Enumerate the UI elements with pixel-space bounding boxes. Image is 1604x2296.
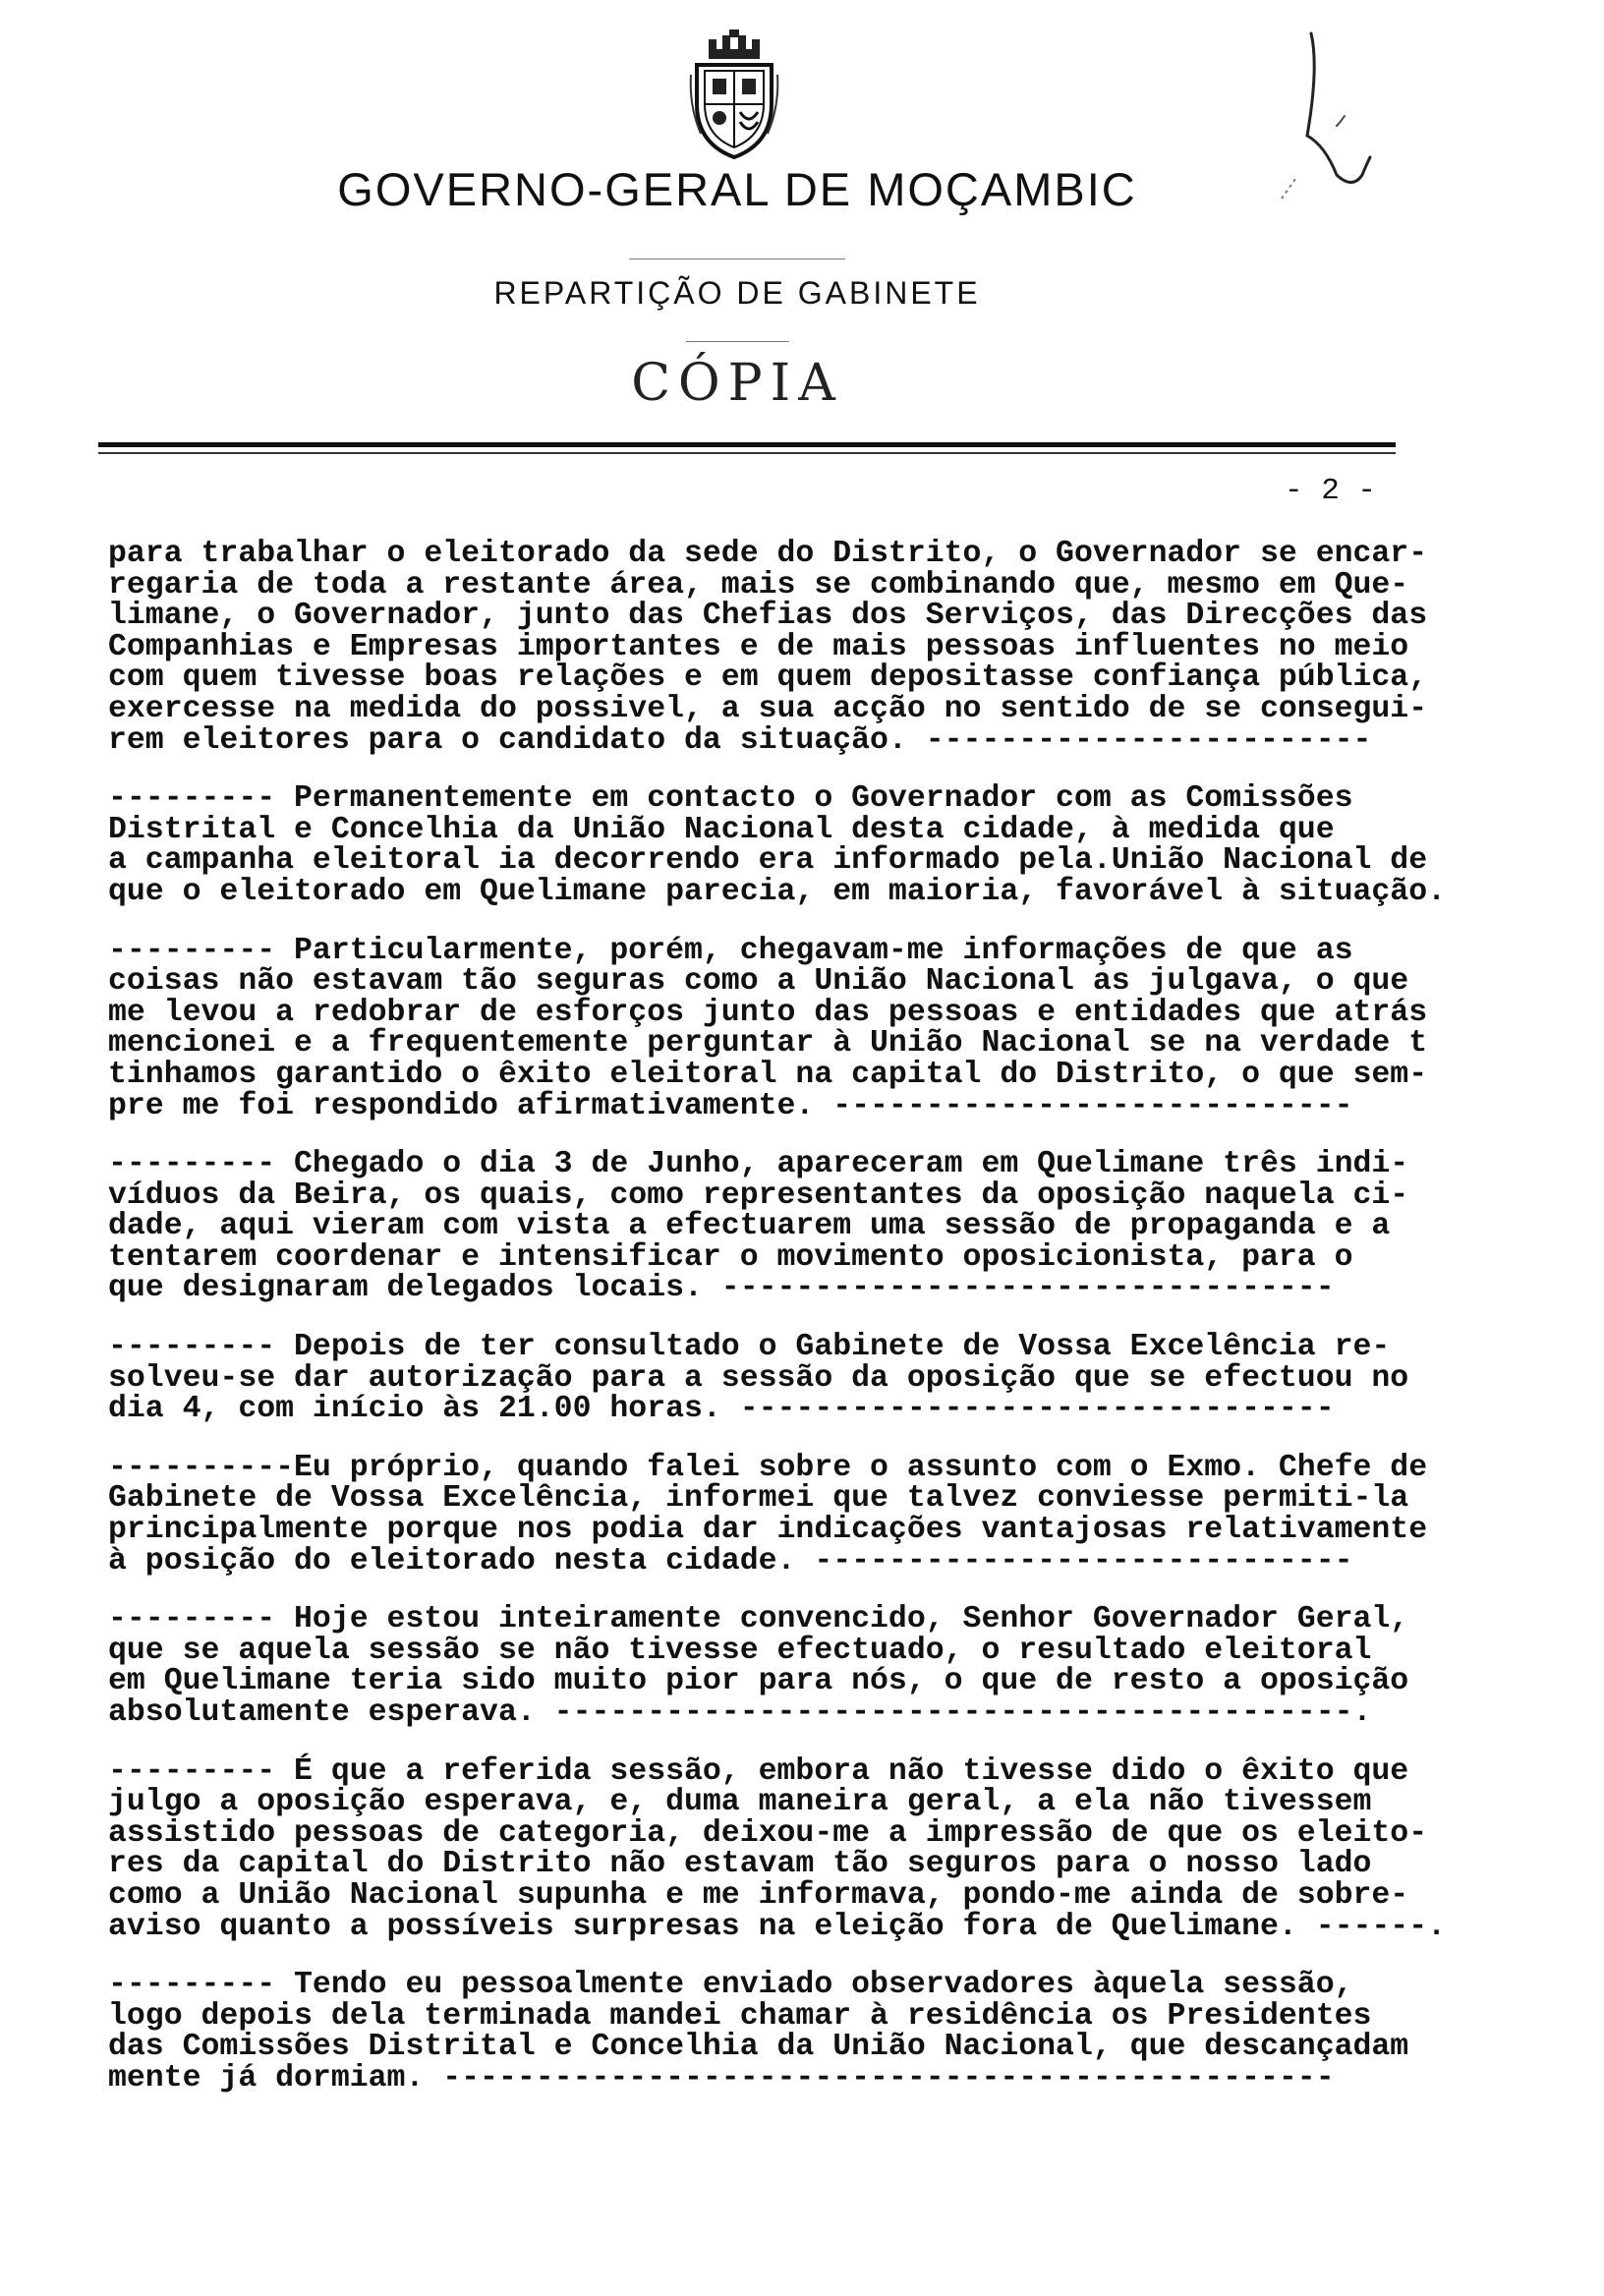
letter-body: [108, 539, 1504, 2122]
department-divider: [686, 341, 789, 342]
text-line: dade, aqui vieram com vista a efectuarem uma sessão de propaganda e a: [108, 1209, 1391, 1244]
page-number: - 2 -: [1284, 474, 1376, 508]
text-line: à posição do eleitorado nesta cidade. -----------------------------: [108, 1543, 1353, 1578]
text-line: Gabinete de Vossa Excelência, informei que talvez conviesse permiti-la: [108, 1481, 1409, 1517]
text-line: --------- É que a referida sessão, embora não tivesse dido o êxito que: [108, 1753, 1409, 1789]
text-line: assistido pessoas de categoria, deixou-me a impressão de que os eleito-: [108, 1815, 1428, 1851]
text-line: rem eleitores para o candidato da situação. ------------------------: [108, 722, 1372, 758]
text-line: tinhamos garantido o êxito eleitoral na capital do Distrito, o que sem-: [108, 1057, 1428, 1092]
paragraph: [108, 1149, 1504, 1304]
title-divider: [629, 258, 845, 259]
text-line: exercesse na medida do possivel, a sua acção no sentido de se consegui-: [108, 691, 1428, 726]
text-line: como a União Nacional supunha e me informava, pondo-me ainda de sobre-: [108, 1877, 1409, 1913]
organization-title: GOVERNO-GERAL DE MOÇAMBIC: [337, 163, 1137, 215]
copy-label: CÓPIA: [631, 354, 843, 413]
text-line: com quem tivesse boas relações e em quem depositasse confiança pública,: [108, 660, 1428, 696]
text-line: Companhias e Empresas importantes e de mais pessoas influentes no meio: [108, 629, 1409, 664]
text-line: regaria de toda a restante área, mais se combinando que, mesmo em Que-: [108, 567, 1409, 603]
text-line: que o eleitorado em Quelimane parecia, em maioria, favorável à situação.: [108, 874, 1447, 909]
text-line: das Comissões Distrital e Concelhia da União Nacional, que descançadam: [108, 2030, 1409, 2065]
text-line: Distrital e Concelhia da União Nacional desta cidade, à medida que: [108, 812, 1335, 847]
text-line: --------- Depois de ter consultado o Gabinete de Vossa Excelência re-: [108, 1330, 1391, 1365]
text-line: que se aquela sessão se não tivesse efectuado, o resultado eleitoral: [108, 1633, 1372, 1668]
text-line: --------- Tendo eu pessoalmente enviado observadores àquela sessão,: [108, 1968, 1353, 2003]
text-line: pre me foi respondido afirmativamente. ----------------------------: [108, 1088, 1353, 1123]
text-line: limane, o Governador, junto das Chefias dos Serviços, das Direcções das: [108, 599, 1428, 634]
paragraph: [108, 1970, 1504, 2094]
text-line: mente já dormiam. ------------------------------------------------: [108, 2060, 1335, 2095]
paragraph: [108, 1604, 1504, 1728]
text-line: julgo a oposição esperava, e, duma maneira geral, a ela não tivessem: [108, 1785, 1372, 1820]
paragraph: [108, 1332, 1504, 1425]
text-line: dia 4, com início às 21.00 horas. --------------------------------: [108, 1392, 1335, 1427]
text-line: solveu-se dar autorização para a sessão da oposição que se efectuou no: [108, 1360, 1409, 1396]
text-line: principalmente porque nos podia dar indicações vantajosas relativamente: [108, 1513, 1428, 1548]
paragraph: [108, 933, 1504, 1123]
text-line: para trabalhar o eleitorado da sede do Distrito, o Governador se encar-: [108, 537, 1428, 571]
text-line: --------- Particularmente, porém, chegavam-me informações de que as: [108, 933, 1353, 968]
coat-of-arms-seal: [685, 28, 783, 163]
text-line: aviso quanto a possíveis surpresas na eleição fora de Quelimane. ------.: [108, 1909, 1447, 1944]
paragraph: [108, 1450, 1504, 1578]
text-line: a campanha eleitoral ia decorrendo era informado pela.União Nacional de: [108, 843, 1428, 879]
paragraph: [108, 1753, 1504, 1944]
paragraph: [108, 539, 1504, 756]
department-title: REPARTIÇÃO DE GABINETE: [493, 275, 981, 311]
text-line: tentarem coordenar e intensificar o movimento oposicionista, para o: [108, 1239, 1353, 1275]
text-line: me levou a redobrar de esforços junto das pessoas e entidades que atrás: [108, 995, 1428, 1030]
text-line: logo depois dela terminada mandei chamar à residência os Presidentes: [108, 1998, 1372, 2034]
text-line: --------- Permanentemente em contacto o Governador com as Comissões: [108, 781, 1353, 817]
header-rule-secondary: [98, 452, 1396, 454]
text-line: mencionei e a frequentemente perguntar à União Nacional se na verdade t: [108, 1026, 1428, 1062]
text-line: res da capital do Distrito não estavam tão seguros para o nosso lado: [108, 1847, 1372, 1882]
header-rule: [98, 442, 1396, 447]
text-line: víduos da Beira, os quais, como representantes da oposição naquela ci-: [108, 1177, 1409, 1213]
text-line: absolutamente esperava. -------------------------------------------.: [108, 1695, 1372, 1730]
text-line: ----------Eu próprio, quando falei sobre o assunto com o Exmo. Chefe de: [108, 1450, 1428, 1485]
text-line: que designaram delegados locais. ---------------------------------: [108, 1271, 1335, 1306]
paragraph: [108, 783, 1504, 907]
text-line: --------- Chegado o dia 3 de Junho, apareceram em Quelimane três indi-: [108, 1147, 1409, 1182]
text-line: coisas não estavam tão seguras como a União Nacional as julgava, o que: [108, 964, 1409, 1000]
handwritten-initials: [1268, 28, 1396, 224]
text-line: em Quelimane teria sido muito pior para nós, o que de resto a oposição: [108, 1664, 1409, 1699]
text-line: --------- Hoje estou inteiramente convencido, Senhor Governador Geral,: [108, 1602, 1409, 1637]
